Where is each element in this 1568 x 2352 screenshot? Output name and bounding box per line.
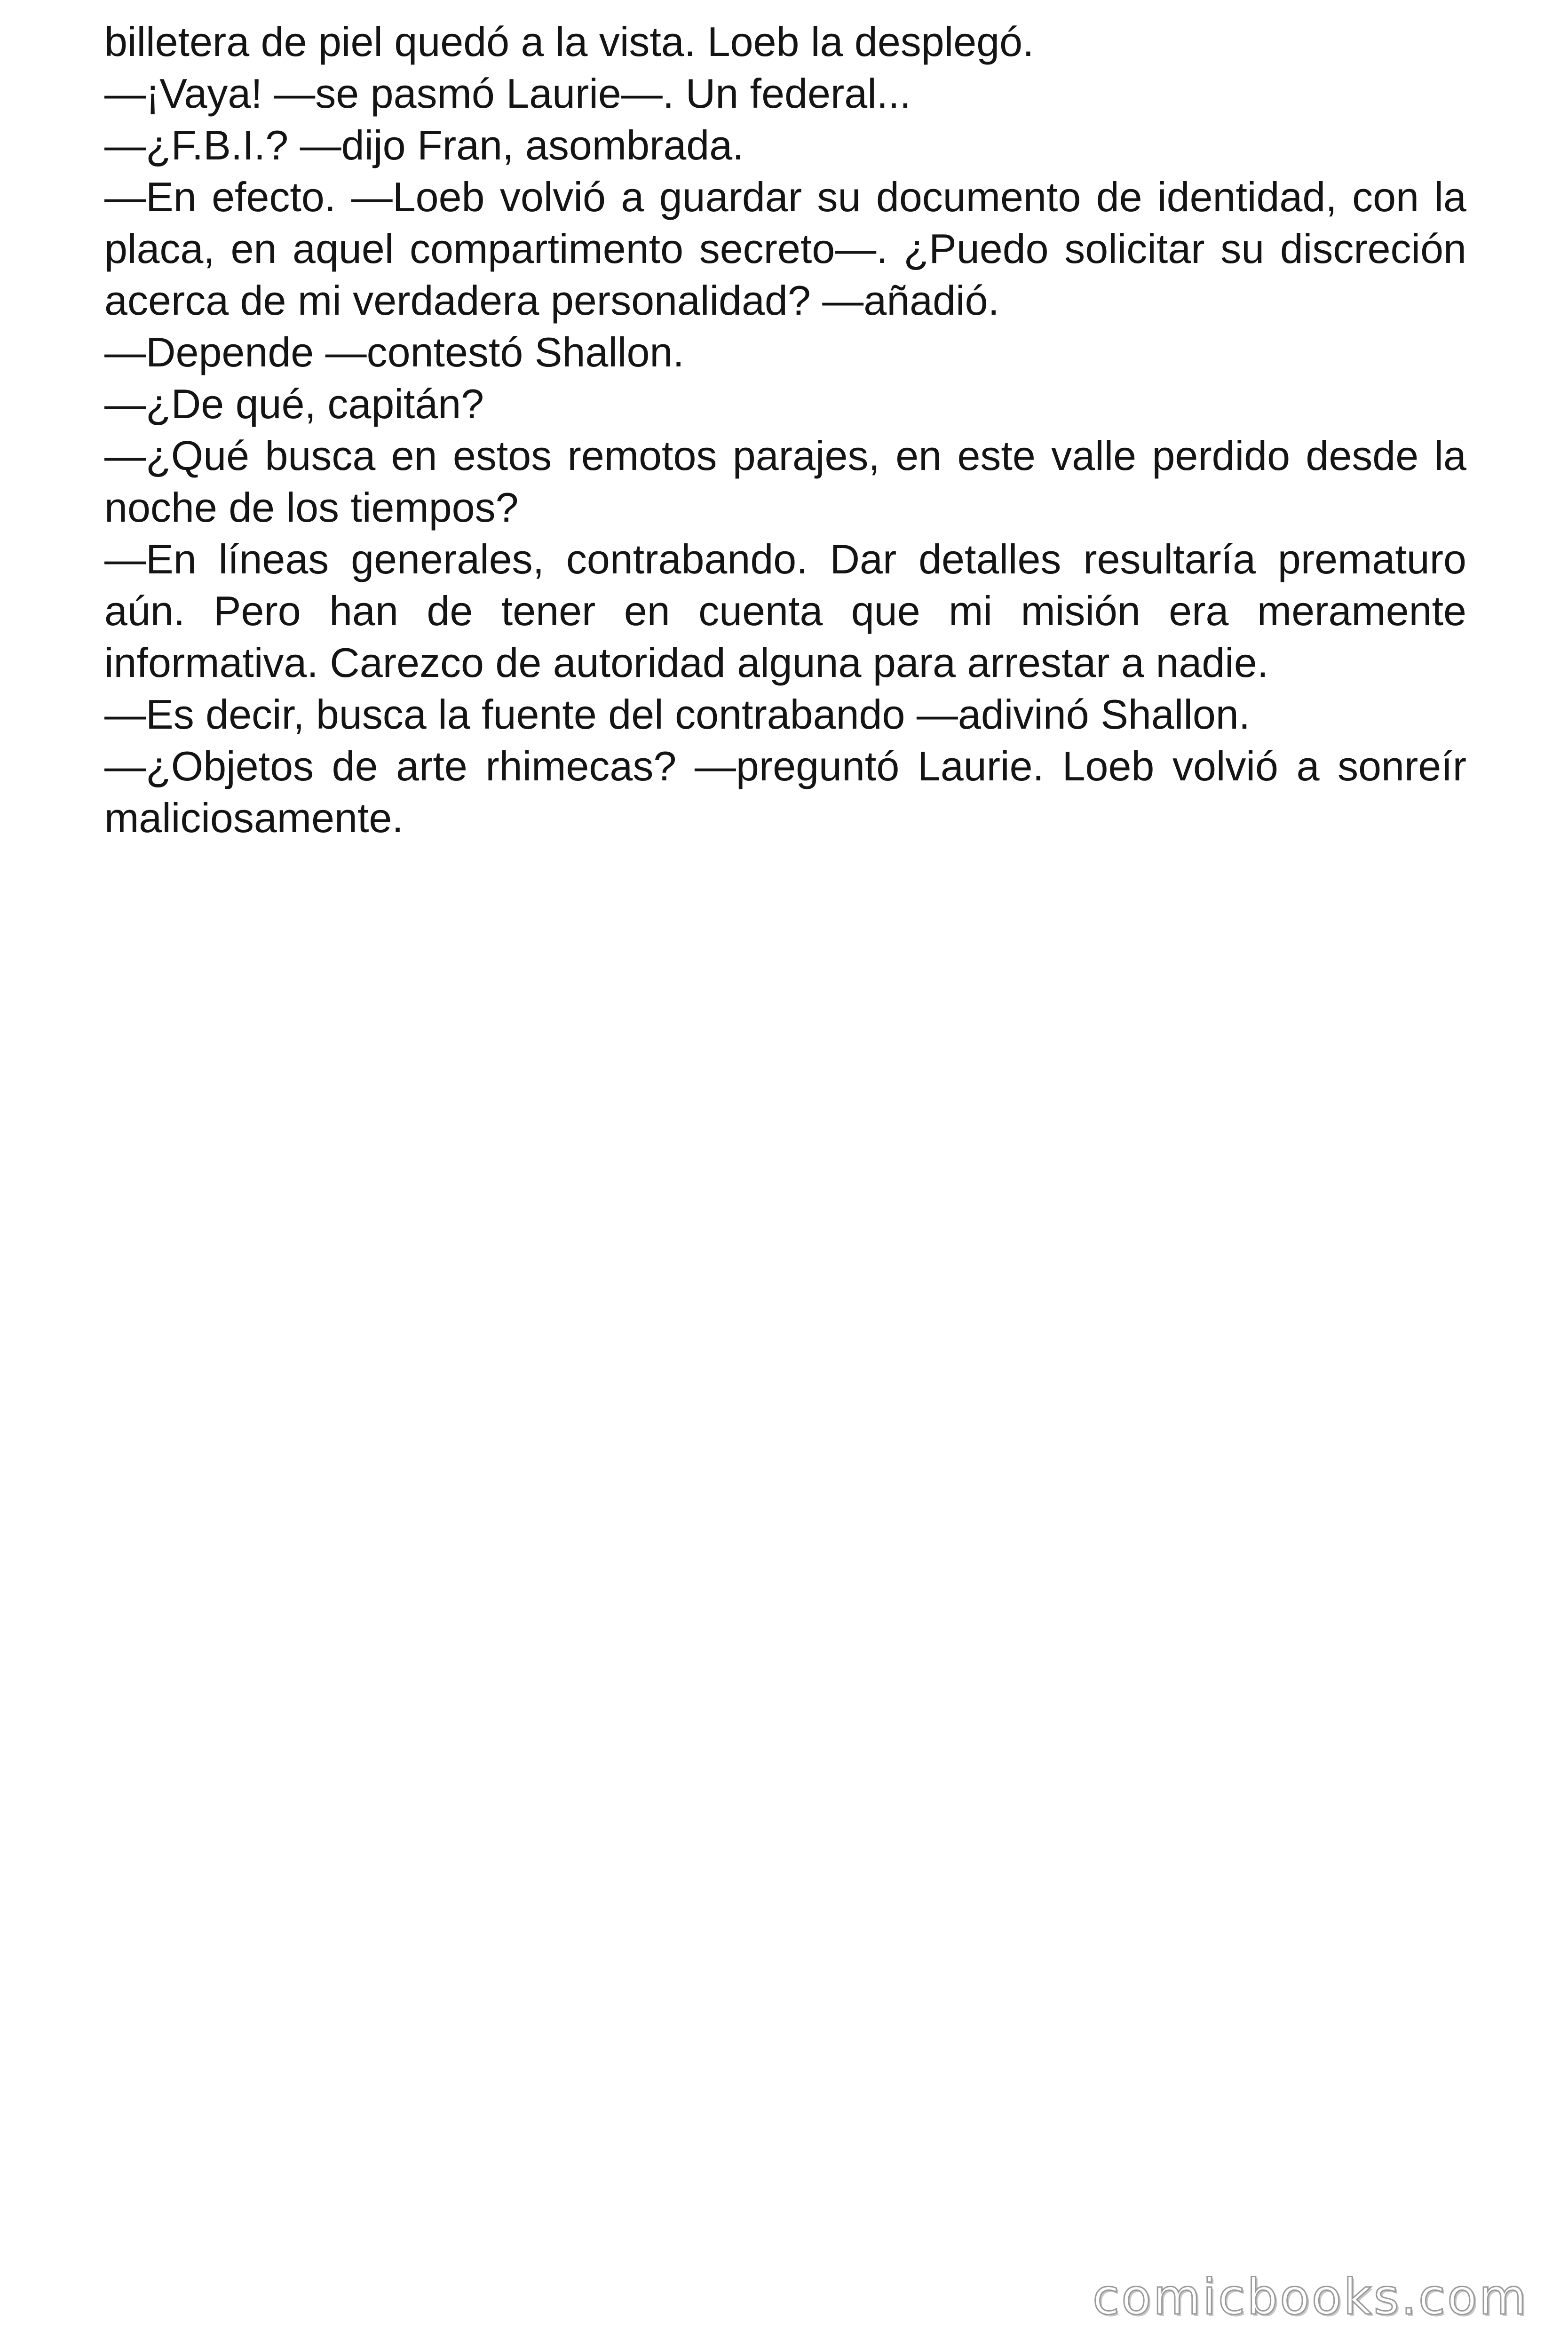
paragraph-10: —¿Objetos de arte rhimecas? —preguntó Laurie. Loeb volvió a sonreír maliciosamente.: [104, 743, 1466, 841]
paragraph-1: billetera de piel quedó a la vista. Loeb la desplegó.: [104, 18, 1034, 65]
paragraph-9: —Es decir, busca la fuente del contrabando —adivinó Shallon.: [104, 691, 1251, 738]
paragraph-7: —¿Qué busca en estos remotos parajes, en este valle perdido desde la noche de los tiempos?: [104, 432, 1466, 531]
paragraph-8: —En líneas generales, contrabando. Dar detalles resultaría prematuro aún. Pero han de tener en cuenta que mi misión era meramente informativa. Carezco de autoridad alguna para arrestar a nadie.: [104, 536, 1466, 686]
paragraph-3: —¿F.B.I.? —dijo Fran, asombrada.: [104, 122, 744, 168]
body-text: [104, 16, 1466, 844]
watermark: comicbooks.com: [1092, 2268, 1528, 2326]
paragraph-6: —¿De qué, capitán?: [104, 381, 484, 427]
paragraph-2: —¡Vaya! —se pasmó Laurie—. Un federal...: [104, 70, 911, 117]
paragraph-4: —En efecto. —Loeb volvió a guardar su documento de identidad, con la placa, en aquel compartimento secreto—. ¿Puedo solicitar su discreción acerca de mi verdadera personalidad? —añadió.: [104, 174, 1466, 324]
paragraph-5: —Depende —contestó Shallon.: [104, 329, 684, 375]
